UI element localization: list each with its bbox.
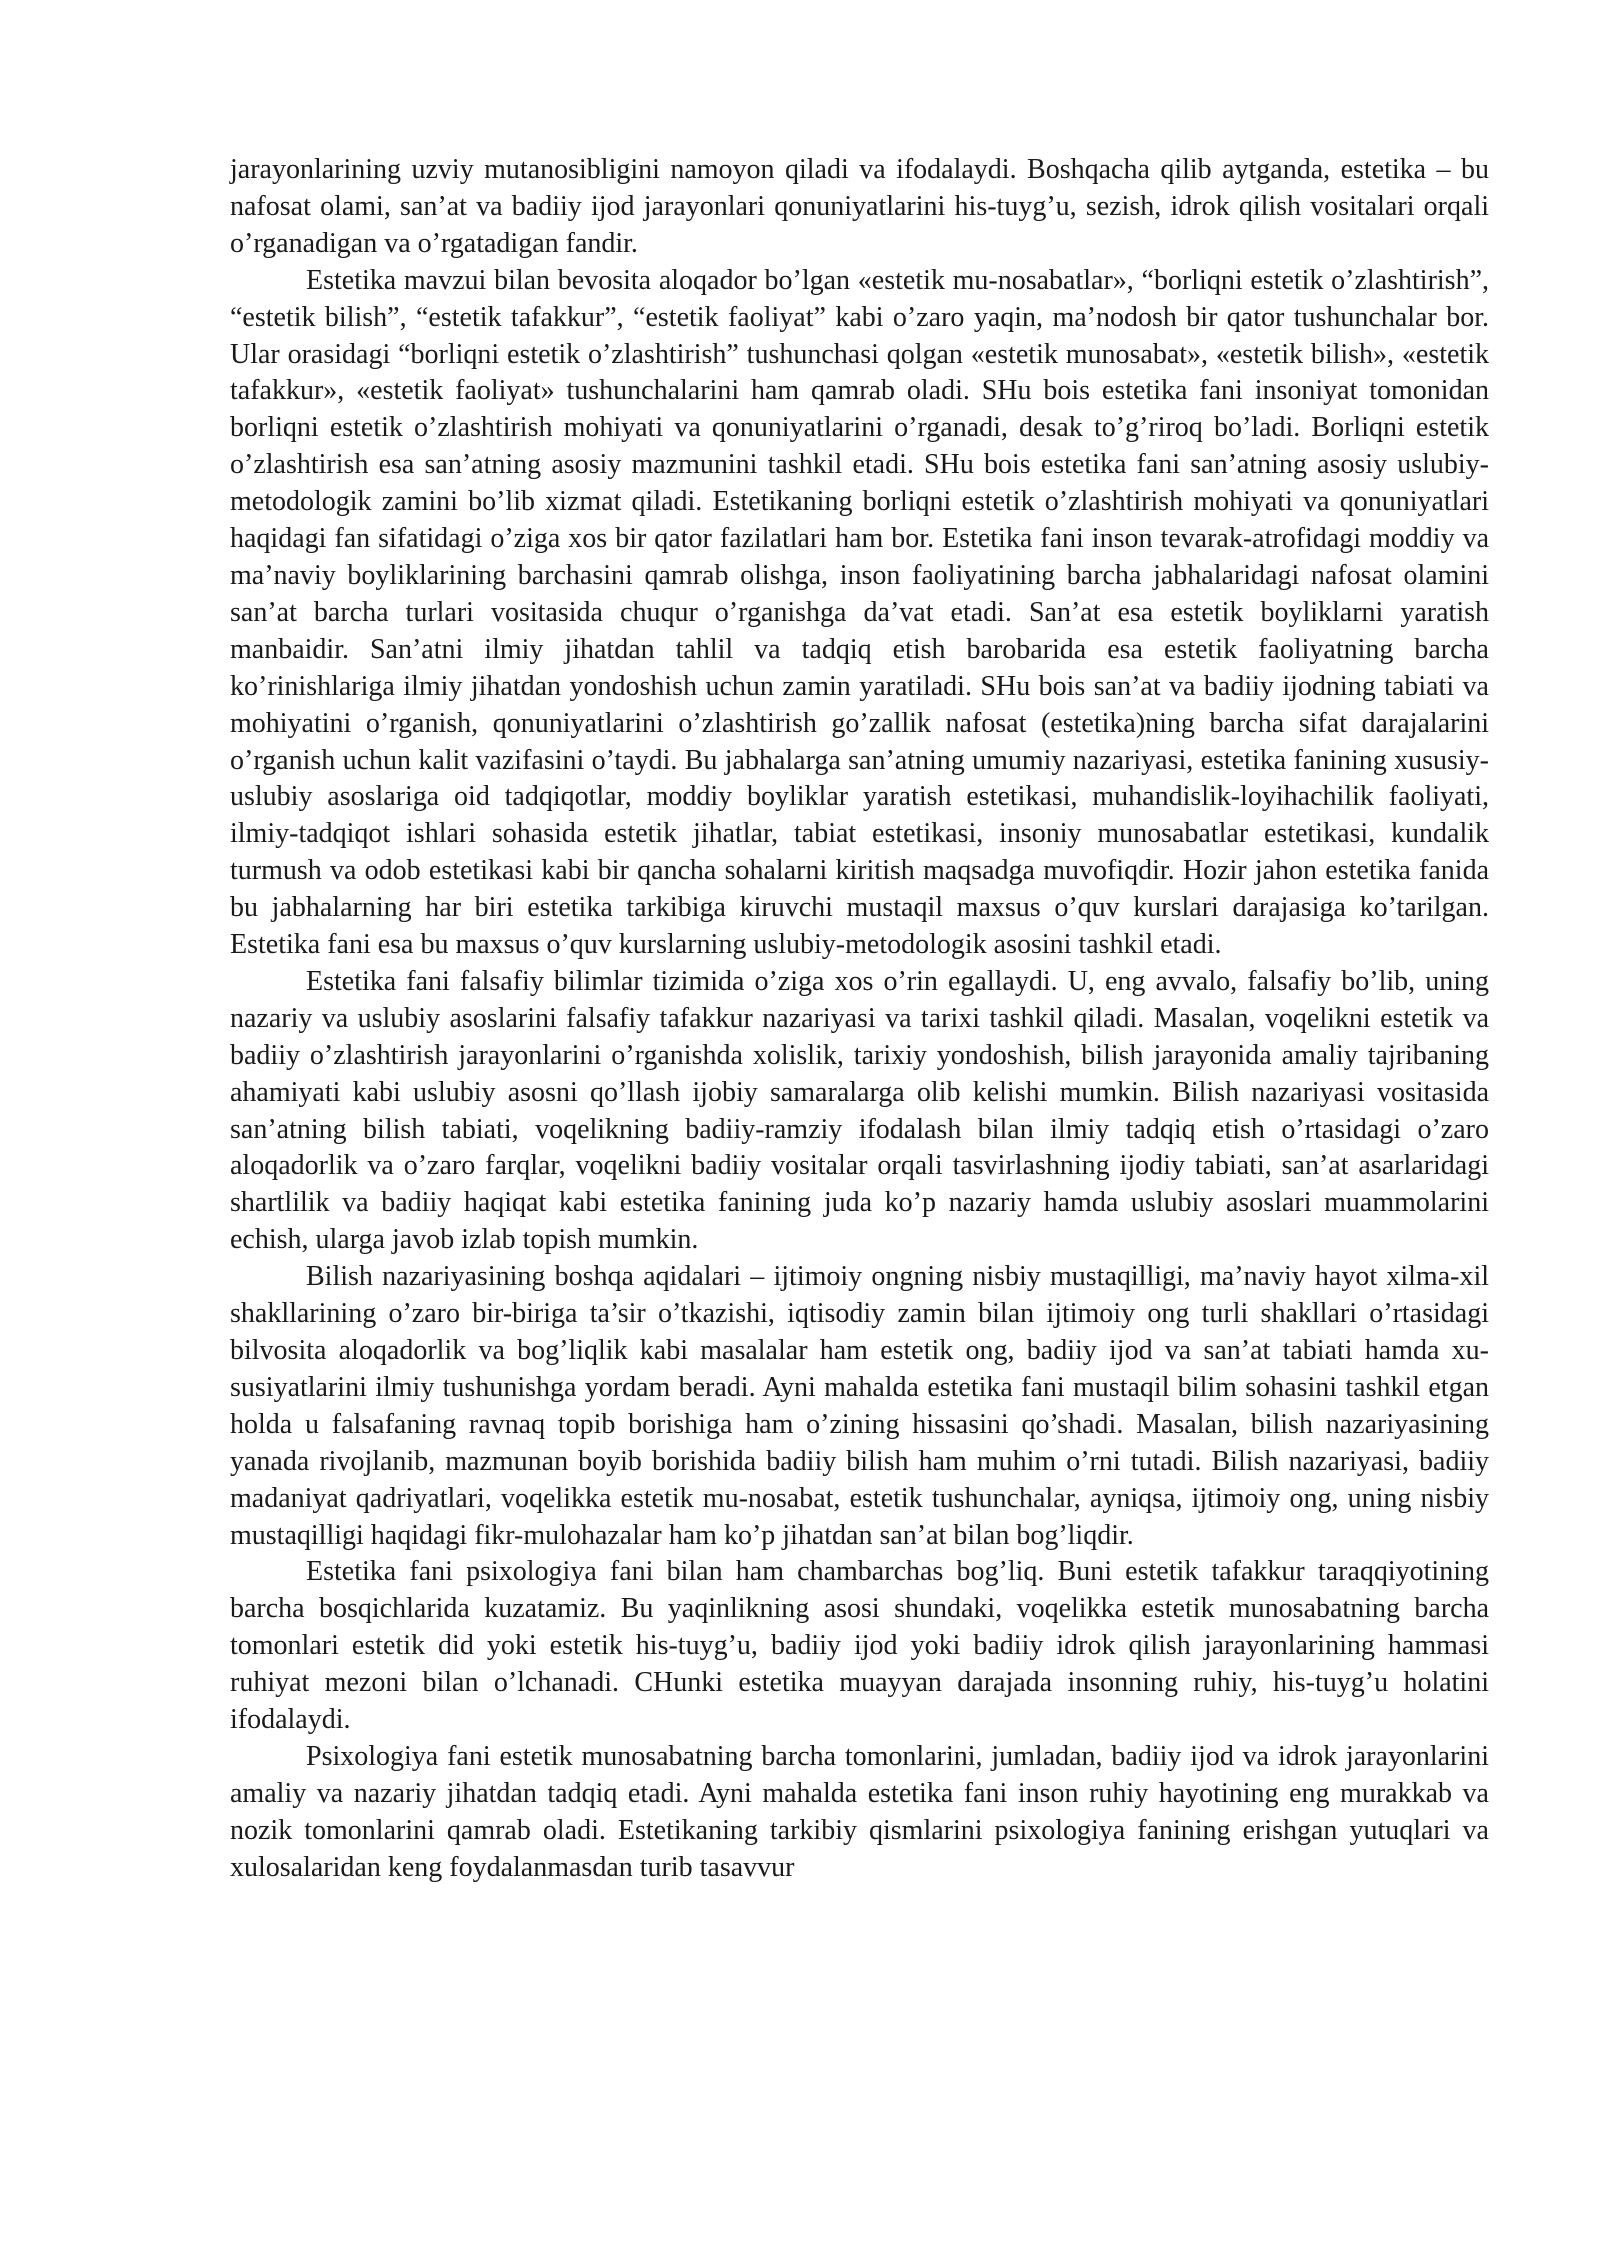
paragraph-psychology-science: Psixologiya fani estetik munosabatning barcha tomonlarini, jumladan, badiiy ijod va idrok jarayonlarini amaliy va nazariy jihatdan tadqiq etadi. Ayni mahalda estetika fani inson ruhiy hayotining eng murakkab va nozik tomonlarini qamrab oladi. Estetikaning tarkibiy qismlarini psixologiya fanining erishgan yutuqlari va xulosalaridan keng foydalanmasdan turib tasavvur xyxy=(230,1740,1489,1883)
paragraph-philosophy: Estetika fani falsafiy bilimlar tizimida o’ziga xos o’rin egallaydi. U, eng avvalo, falsafiy bo’lib, uning nazariy va uslubiy asoslarini falsafiy tafakkur nazariyasi va tarixi tashkil qiladi. Masalan, voqelikni estetik va badiiy o’zlashtirish jarayonlarini o’rganishda xolislik, tarixiy yondoshish, bilish jarayonida amaliy tajribaning ahamiyati kabi uslubiy asosni qo’llash ijobiy samaralarga olib kelishi mumkin. Bilish nazariyasi vositasida san’atning bilish tabiati, voqelikning badiiy-ramziy ifodalash bilan ilmiy tadqiq etish o’rtasidagi o’zaro aloqadorlik va o’zaro farqlar, voqelikni badiiy vositalar orqali tasvirlashning ijodiy tabiati, san’at asarlaridagi shartlilik va badiiy haqiqat kabi estetika fanining juda ko’p nazariy hamda uslubiy asoslari muammolarini echish, ularga javob izlab topish mumkin. xyxy=(230,965,1489,1256)
paragraph-continued: jarayonlarining uzviy mutanosibligini namoyon qiladi va ifodalaydi. Boshqacha qilib aytganda, estetika – bu nafosat olami, san’at va badiiy ijod jarayonlari qonuniyatlarini his-tuyg’u, sezish, idrok qilish vositalari orqali o’rganadigan va o’rgatadigan fandir. xyxy=(230,154,1489,259)
paragraph-aesthetic-relations: Estetika mavzui bilan bevosita aloqador bo’lgan «estetik mu-nosabatlar», “borliqni estetik o’zlashtirish”, “estetik bilish”, “estetik tafakkur”, “estetik faoliyat” kabi o’zaro yaqin, ma’nodosh bir qator tushunchalar bor. Ular orasidagi “borliqni estetik o’zlashtirish” tushunchasi qolgan «estetik munosabat», «estetik bilish», «estetik tafakkur», «estetik faoliyat» tushunchalarini ham qamrab oladi. SHu bois estetika fani insoniyat tomonidan borliqni estetik o’zlashtirish mohiyati va qonuniyatlarini o’rganadi, desak to’g’riroq bo’ladi. Borliqni estetik o’zlashtirish esa san’atning asosiy mazmunini tashkil etadi. SHu bois estetika fani san’atning asosiy uslubiy-metodologik zamini bo’lib xizmat qiladi. Estetikaning borliqni estetik o’zlashtirish mohiyati va qonuniyatlari haqidagi fan sifatidagi o’ziga xos bir qator fazilatlari ham bor. Estetika fani inson tevarak-atrofidagi moddiy va ma’naviy boyliklarining barchasini qamrab olishga, inson faoliyatining barcha jabhalaridagi nafosat olamini san’at barcha turlari vositasida chuqur o’rganishga da’vat etadi. San’at esa estetik boyliklarni yaratish manbaidir. San’atni ilmiy jihatdan tahlil va tadqiq etish barobarida esa estetik faoliyatning barcha ko’rinishlariga ilmiy jihatdan yondoshish uchun zamin yaratiladi. SHu bois san’at va badiiy ijodning tabiati va mohiyatini o’rganish, qonuniyatlarini o’zlashtirish go’zallik nafosat (estetika)ning barcha sifat darajalarini o’rganish uchun kalit vazifasini o’taydi. Bu jabhalarga san’atning umumiy nazariyasi, estetika fanining xususiy-uslubiy asoslariga oid tadqiqotlar, moddiy boyliklar yaratish estetikasi, muhandislik-loyihachilik faoliyati, ilmiy-tadqiqot ishlari sohasida estetik jihatlar, tabiat estetikasi, insoniy munosabatlar estetikasi, kundalik turmush va odob estetikasi kabi bir qancha sohalarni kiritish maqsadga muvofiqdir. Hozir jahon estetika fanida bu jabhalarning har biri estetika tarkibiga kiruvchi mustaqil maxsus o’quv kurslari darajasiga ko’tarilgan. Estetika fani esa bu maxsus o’quv kurslarning uslubiy-metodologik asosini tashkil etadi. xyxy=(230,264,1489,961)
paragraph-epistemology: Bilish nazariyasining boshqa aqidalari – ijtimoiy ongning nisbiy mustaqilligi, ma’naviy hayot xilma-xil shakllarining o’zaro bir-biriga ta’sir o’tkazishi, iqtisodiy zamin bilan ijtimoiy ong turli shakllari o’rtasidagi bilvosita aloqadorlik va bog’liqlik kabi masalalar ham estetik ong, badiiy ijod va san’at tabiati hamda xu-susiyatlarini ilmiy tushunishga yordam beradi. Ayni mahalda estetika fani mustaqil bilim sohasini tashkil etgan holda u falsafaning ravnaq topib borishiga ham o’zining hissasini qo’shadi. Masalan, bilish nazariyasining yanada rivojlanib, mazmunan boyib borishida badiiy bilish ham muhim o’rni tutadi. Bilish nazariyasi, badiiy madaniyat qadriyatlari, voqelikka estetik mu-nosabat, estetik tushunchalar, ayniqsa, ijtimoiy ong, uning nisbiy mustaqilligi haqidagi fikr-mulohazalar ham ko’p jihatdan san’at bilan bog’liqdir. xyxy=(230,1261,1489,1551)
paragraph-psychology-link: Estetika fani psixologiya fani bilan ham chambarchas bog’liq. Buni estetik tafakkur taraqqiyotining barcha bosqichlarida kuzatamiz. Bu yaqinlikning asosi shundaki, voqelikka estetik munosabatning barcha tomonlari estetik did yoki estetik his-tuyg’u, badiiy ijod yoki badiiy idrok qilish jarayonlarining hammasi ruhiyat mezoni bilan o’lchanadi. CHunki estetika muayyan darajada insonning ruhiy, his-tuyg’u holatini ifodalaydi. xyxy=(230,1556,1489,1736)
document-page xyxy=(230,152,1489,1887)
